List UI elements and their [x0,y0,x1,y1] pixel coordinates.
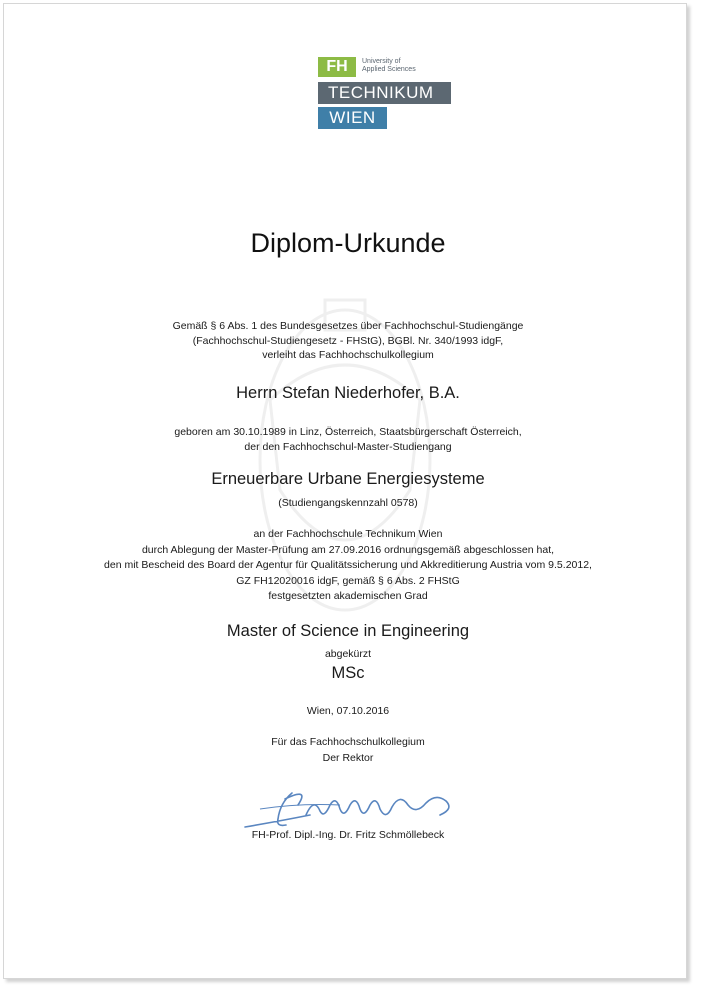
logo-university-text: University of Applied Sciences [362,58,416,73]
program-code: (Studiengangskennzahl 0578) [278,497,418,509]
signer-name: FH-Prof. Dipl.-Ing. Dr. Fritz Schmöllebeck [251,829,445,841]
recipient-name: Herrn Stefan Niederhofer, B.A. [236,384,460,402]
place-and-date: Wien, 07.10.2016 [306,705,390,717]
exam-text: an der Fachhochschule Technikum Wien durch Ablegung der Master-Prüfung am 27.09.2016 ordnungsgemäß abgeschlossen hat, den mit Bescheid des Board der Agentur für Qualitätssicherung und Akkreditierung Austria vom 9.5.2012, GZ FH12020016 idgF, gemäß § 6 Abs. 2 FHStG festgesetzten akademischen Grad [104,528,592,602]
logo-technikum-bar: TECHNIKUM [318,82,451,104]
college-text: Für das Fachhochschulkollegium Der Rektor [271,736,425,764]
abbreviation-label: abgekürzt [324,648,372,660]
birth-info-text: geboren am 30.10.1989 in Linz, Österreich, Staatsbürgerschaft Österreich, der den Fachhochschul-Master-Studiengang [174,426,522,453]
academic-degree: Master of Science in Engineering [226,622,470,640]
fh-technikum-wien-logo [318,57,453,129]
degree-abbreviation: MSc [331,664,365,682]
logo-fh-box: FH [318,57,356,77]
logo-wien-bar: WIEN [318,107,387,129]
document-title: Diplom-Urkunde [250,228,446,258]
legal-basis-text: Gemäß § 6 Abs. 1 des Bundesgesetzes über Fachhochschul-Studiengänge (Fachhochschul-Studiengesetz - FHStG), BGBl. Nr. 340/1993 idgF, verleiht das Fachhochschulkollegium [172,320,524,361]
study-program: Erneuerbare Urbane Energiesysteme [211,470,485,488]
rector-signature [240,775,480,835]
